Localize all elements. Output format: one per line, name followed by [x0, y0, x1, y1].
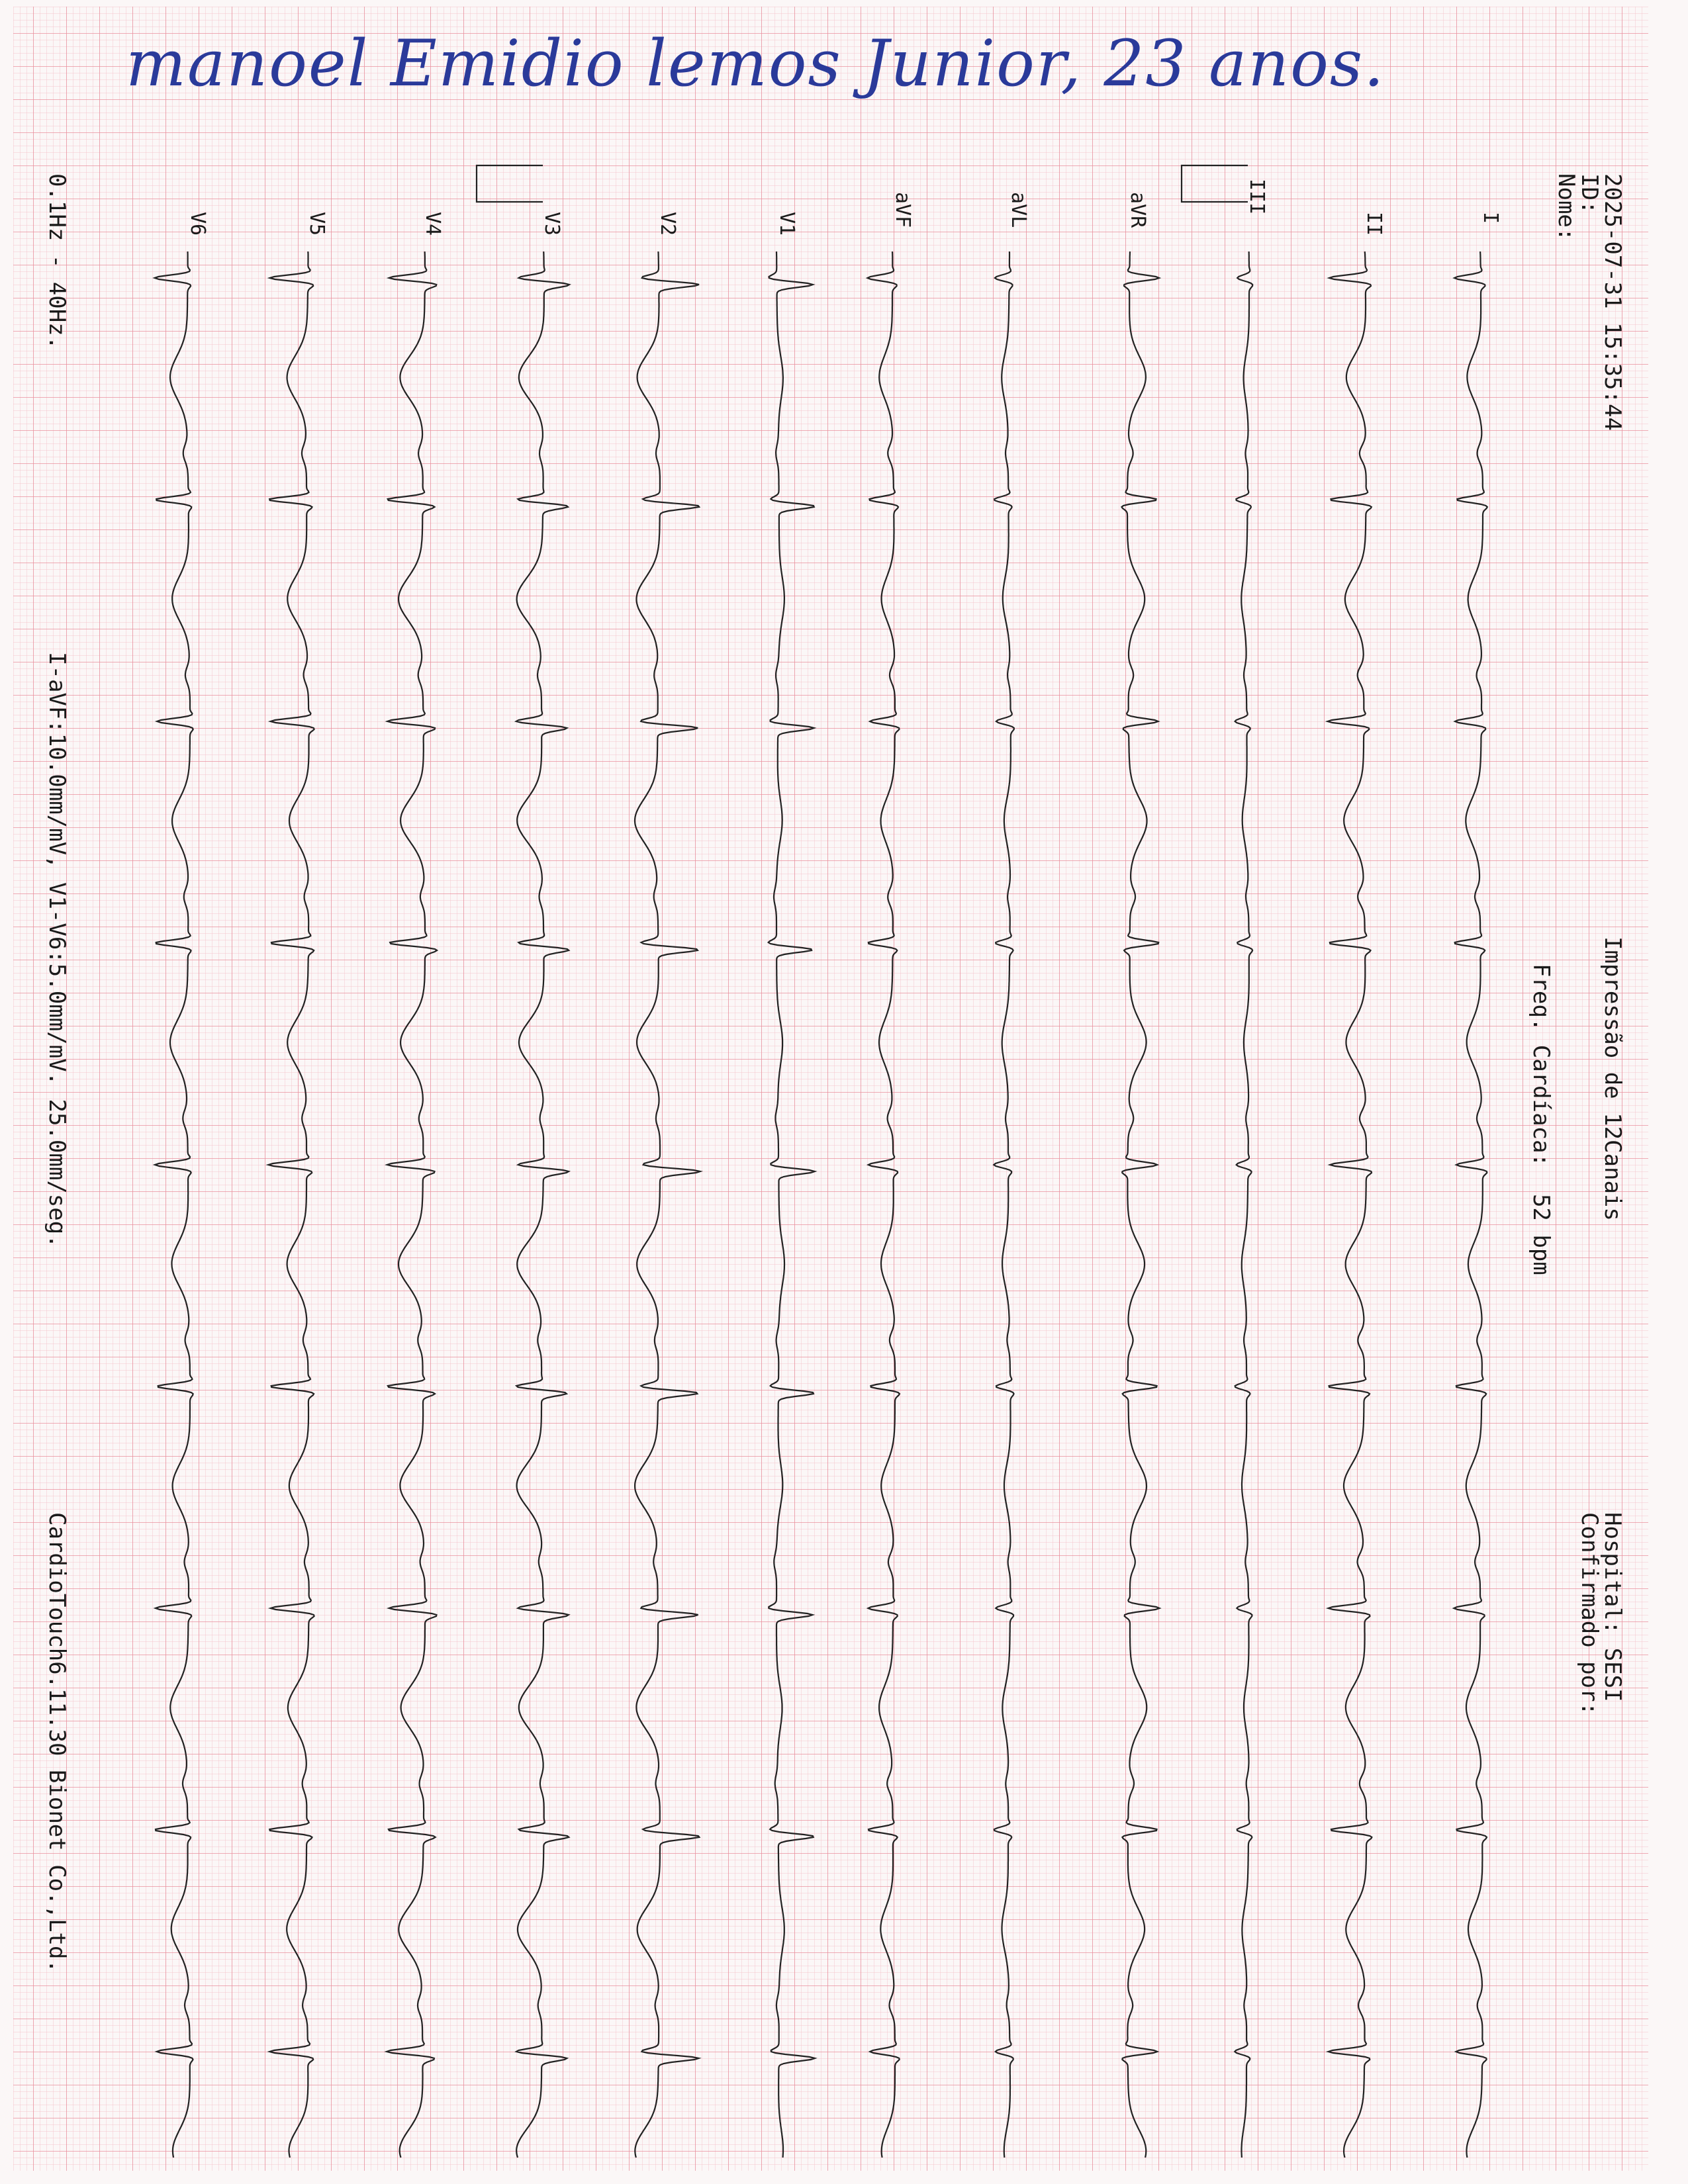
exam-datetime: 2025-07-31 15:35:44	[1599, 173, 1626, 431]
lead-label-aVL: aVL	[1007, 192, 1030, 228]
heart-rate	[1528, 936, 1579, 1275]
filter-settings: 0.1Hz - 40Hz.	[44, 173, 70, 350]
name-label: Nome:	[1553, 173, 1579, 242]
id-label: ID:	[1576, 173, 1603, 214]
heart-rate-value: 52 bpm	[1528, 1193, 1554, 1275]
handwritten-patient-name: manoel Emidio lemos Junior, 23 anos.	[126, 26, 1385, 101]
lead-label-I: I	[1479, 212, 1502, 224]
hospital-label: Hospital: SESI	[1599, 1512, 1626, 1702]
heart-rate-label: Freq. Cardíaca:	[1528, 963, 1554, 1167]
lead-label-aVF: aVF	[891, 192, 914, 228]
lead-label-V2: V2	[656, 212, 679, 236]
lead-label-V6: V6	[186, 212, 209, 236]
lead-label-V1: V1	[775, 212, 798, 236]
device-info: CardioTouch6.11.30 Bionet Co.,Ltd.	[44, 1512, 70, 1973]
lead-label-III: III	[1245, 179, 1268, 215]
grid-paper	[13, 7, 1648, 2171]
gain-speed-settings: I-aVF:10.0mm/mV, V1-V6:5.0mm/mV. 25.0mm/seg.	[44, 652, 70, 1248]
lead-label-aVR: aVR	[1126, 192, 1149, 228]
confirmed-by-label: Confirmado por:	[1576, 1512, 1603, 1716]
lead-label-V5: V5	[305, 212, 328, 236]
lead-label-V4: V4	[421, 212, 444, 236]
print-title: Impressão de 12Canais	[1599, 936, 1626, 1221]
lead-label-II: II	[1362, 212, 1385, 236]
lead-label-V3: V3	[540, 212, 563, 236]
